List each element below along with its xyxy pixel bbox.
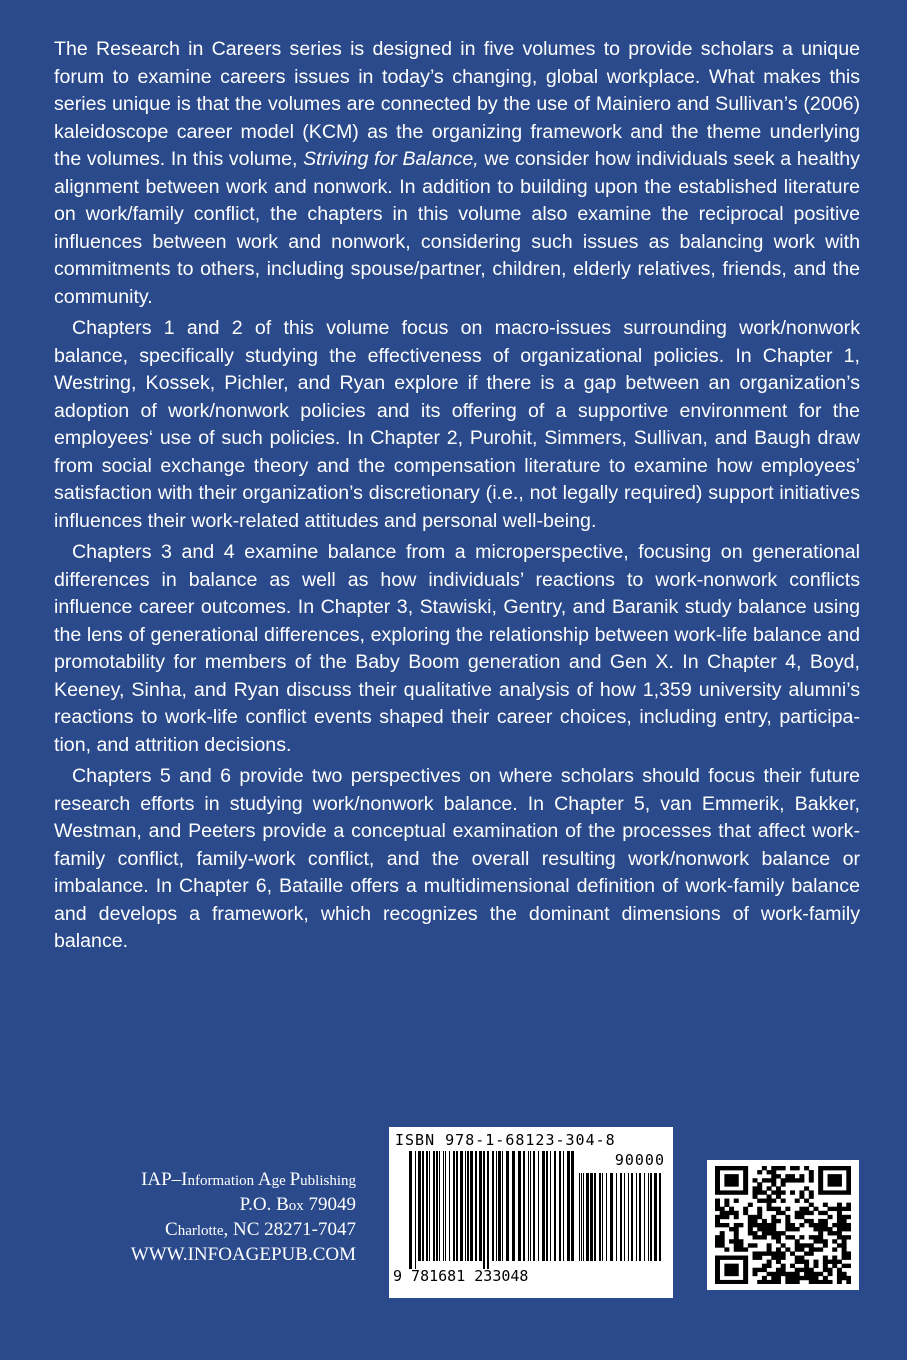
isbn-barcode xyxy=(389,1127,673,1298)
paragraph-chapters-5-6: Chapters 5 and 6 provide two perspectives on where scholars should focus their future research efforts in studying work/nonwork balance. In Chapter 5, van Emmerik, Bakker, Westman, and Peeters provide a conceptual examination of the processes that affect work-family conflict, family-work conflict, and the overall resulting work/nonwork balance or imbalance. In Chapter 6, Bataille offers a multidimensional definition of work-family balance and develops a framework, which recognizes the dominant dimensions of work-family balance. xyxy=(54,765,860,952)
volume-title: Striving for Balance, xyxy=(303,148,479,170)
paragraph-chapters-1-2: Chapters 1 and 2 of this volume focus on macro-issues surrounding work/nonwork balance, specifically studying the effectiveness of organizational policies. In Chapter 1, Westring, Kossek, Pichler, and Ryan explore if there is a gap between an organization’s adoption of work/nonwork policies and its offering of a supportive environment for the employees‘ use of such policies. In Chapter 2, Purohit, Simmers, Sullivan, and Baugh draw from social exchange theory and the compensation literature to examine how employees’ satisfaction with their organization’s discretionary (i.e., not legally required) support initiatives influences their work-related attitudes and personal well-being. xyxy=(54,317,860,532)
publisher-name: IAP–Information Age Publishing xyxy=(141,1169,356,1190)
paragraph-text: The Research in Careers series is designed in five volumes to provide scholars a unique forum to examine careers issues in today’s changing, global workplace. What makes this series unique is that the volumes are connected by the use of Mainiero and Sullivan’s (2006) kaleidoscope career model (KCM) as the organizing framework and the theme underlying the volumes. In this volume, xyxy=(54,38,860,170)
addon-bars xyxy=(579,1173,665,1269)
paragraph-series-intro xyxy=(54,36,860,311)
paragraph-chapters-3-4: Chapters 3 and 4 examine balance from a microperspective, focusing on generational differences in balance as well as how individuals’ reactions to work-nonwork conflicts influence career outcomes. In Chapter 3, Stawiski, Gentry, and Baranik study balance using the lens of generational differences, exploring the relationship between work-life balance and promotability for members of the Baby Boom generation and Gen X. In Chapter 4, Boyd, Keeney, Sinha, and Ryan discuss their qualitative analysis of how 1,359 university alumni’s reactions to work-life conflict events shaped their career choices, including entry, participation, and attrition decisions. xyxy=(54,541,860,756)
paragraph-text: we consider how individuals seek a healthy alignment between work and nonwork. In addition to building upon the established literature on work/family conflict, the chapters in this volume also examine the reciprocal positive influences between work and nonwork, considering such issues as balancing work with commitments to others, including spouse/partner, children, elderly relatives, friends, and the community. xyxy=(54,148,860,308)
qr-code xyxy=(707,1160,859,1290)
price-code: 90000 xyxy=(614,1151,665,1169)
back-cover-description xyxy=(54,36,860,960)
publisher-address xyxy=(64,1168,356,1266)
ean-bars xyxy=(409,1151,574,1269)
qr-code-graphic xyxy=(715,1166,851,1284)
ean-digits: 9 781681 233048 xyxy=(393,1267,529,1285)
publisher-website: WWW.INFOAGEPUB.COM xyxy=(130,1244,356,1265)
publisher-city: Charlotte, NC 28271-7047 xyxy=(165,1219,356,1240)
publisher-po-box: P.O. Box 79049 xyxy=(239,1194,356,1215)
isbn-number: ISBN 978-1-68123-304-8 xyxy=(395,1131,616,1149)
